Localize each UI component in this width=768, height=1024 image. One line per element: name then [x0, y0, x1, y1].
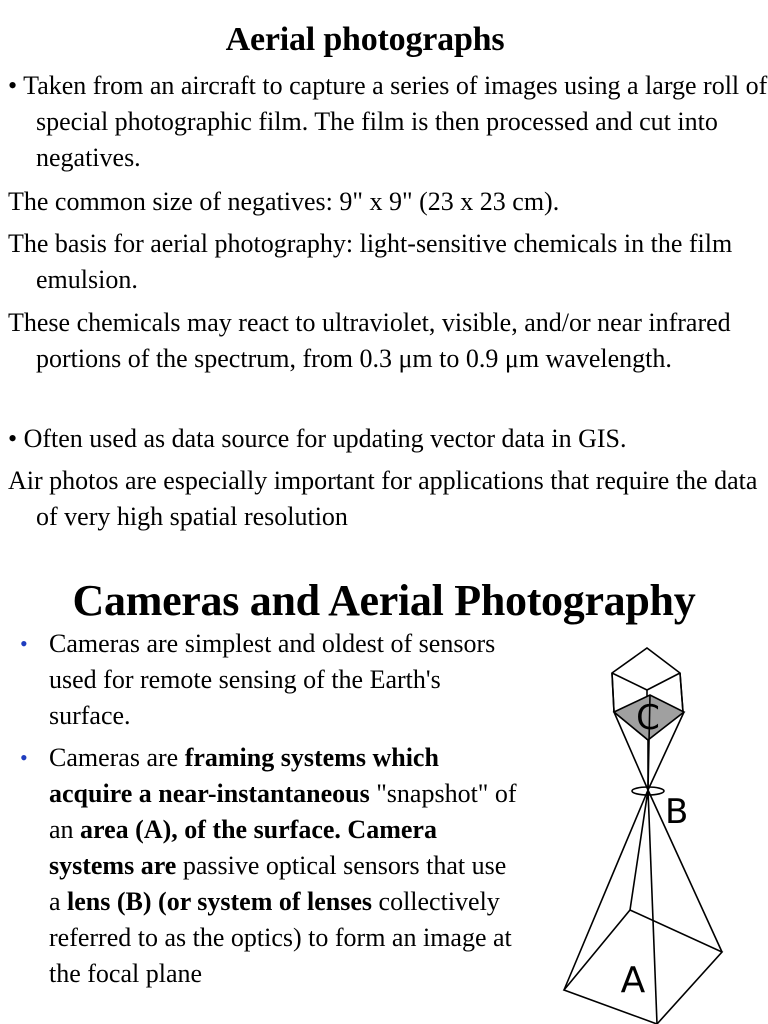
- paragraph-film: • Taken from an aircraft to capture a series of images using a large roll of special photographic film. The film is then processed and cut into negatives.: [8, 71, 768, 172]
- bullet-text-bold: lens (B) (or system of lenses: [67, 887, 373, 916]
- bullet-text-part: Cameras are: [49, 743, 185, 772]
- paragraph-emulsion: The basis for aerial photography: light-sensitive chemicals in the film emulsion.: [8, 229, 733, 294]
- section-title: Cameras and Aerial Photography: [72, 576, 696, 625]
- bullet-text-part: passive optical sensors that use a: [49, 851, 507, 916]
- bullet-text: Cameras are simplest and oldest of sensors used for remote sensing of the Earth's surface.: [49, 629, 496, 730]
- page-title: Aerial photographs: [225, 21, 505, 58]
- bullet-dot-icon: •: [20, 745, 28, 770]
- bullet-text-part: collectively referred to as the optics) to form an image at the focal plane: [49, 887, 512, 988]
- paragraph-gis: • Often used as data source for updating vector data in GIS.: [8, 424, 627, 453]
- bullet-text-part: "snapshot" of an: [49, 779, 517, 844]
- paragraph-negative-size: The common size of negatives: 9" x 9" (23 x 23 cm).: [8, 187, 560, 216]
- camera-diagram: [540, 640, 760, 1024]
- label-c: C: [636, 698, 660, 738]
- bullet-text: [49, 740, 519, 992]
- label-a: A: [620, 960, 646, 1001]
- label-b: B: [665, 792, 689, 832]
- bullet-text-bold: framing systems which acquire a near-instantaneous: [49, 743, 439, 808]
- paragraph-spectrum: These chemicals may react to ultraviolet, visible, and/or near infrared portions of the spectrum, from 0.3 μm to 0.9 μm wavelength.: [8, 308, 731, 373]
- bullet-text-bold: area (A), of the surface. Camera systems are: [49, 815, 437, 880]
- paragraph-resolution: Air photos are especially important for applications that require the data of very high spatial resolution: [8, 466, 758, 531]
- bullet-dot-icon: •: [20, 631, 28, 656]
